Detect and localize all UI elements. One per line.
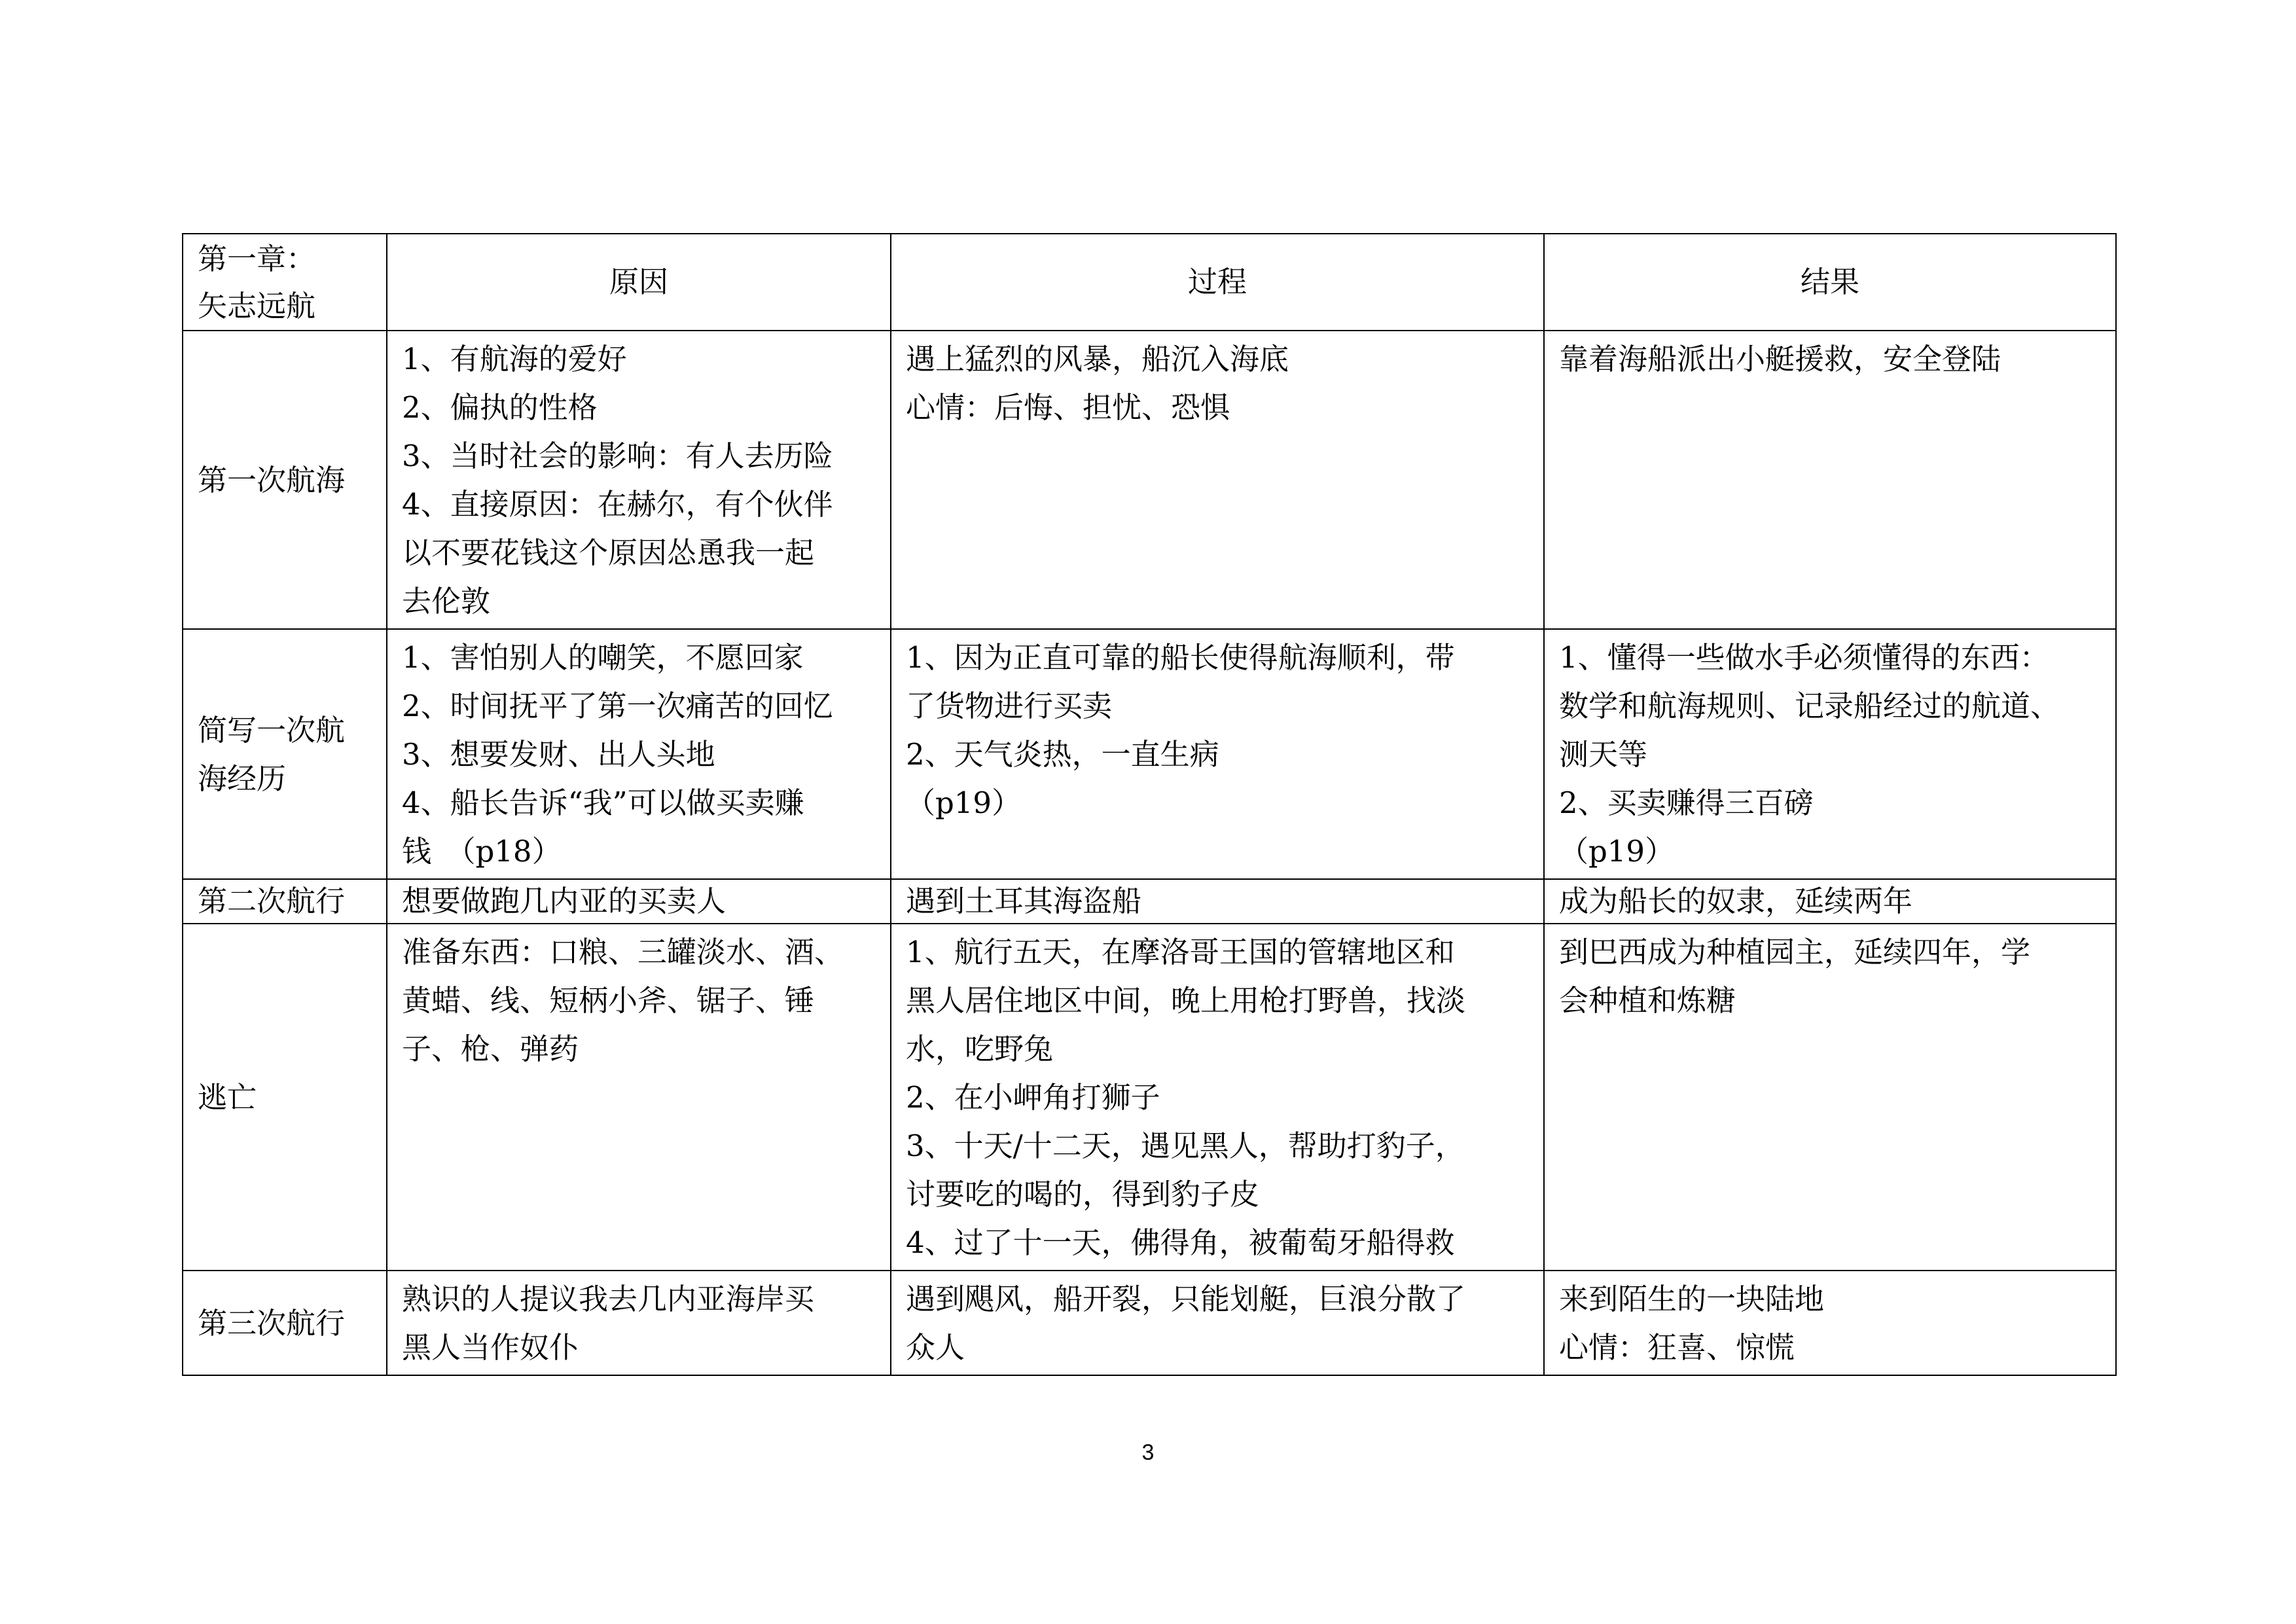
process-line: 遇到飓风，船开裂，只能划艇，巨浪分散了: [906, 1282, 1466, 1316]
table-row: [183, 1271, 2116, 1375]
cause-cell: [387, 331, 891, 629]
result-line: 成为船长的奴隶，延续两年: [1559, 884, 1913, 918]
process-line: 讨要吃的喝的，得到豹子皮: [906, 1177, 1260, 1212]
process-line: 了货物进行买卖: [906, 689, 1113, 723]
result-line: 会种植和炼糖: [1559, 983, 1736, 1018]
result-line: 来到陌生的一块陆地: [1559, 1282, 1825, 1316]
row-label-line: 海经历: [198, 761, 287, 796]
cause-line: 准备东西：口粮、三罐淡水、酒、: [402, 935, 844, 969]
cause-line: 4、船长告诉“我”可以做买卖赚: [402, 785, 804, 820]
process-line: 心情：后悔、担忧、恐惧: [906, 390, 1230, 425]
cause-line: 2、时间抚平了第一次痛苦的回忆: [402, 689, 833, 723]
cause-line: 钱 （p18）: [402, 834, 562, 869]
process-cell: [891, 331, 1544, 629]
process-line: 黑人居住地区中间，晚上用枪打野兽，找淡: [906, 983, 1466, 1018]
row-label-line: 简写一次航: [198, 713, 346, 748]
process-line: （p19）: [906, 785, 1022, 820]
process-line: 众人: [906, 1330, 965, 1365]
process-line: 4、过了十一天，佛得角，被葡萄牙船得救: [906, 1225, 1455, 1260]
row-label: 第三次航行: [183, 1271, 387, 1375]
cause-line: 熟识的人提议我去几内亚海岸买: [402, 1282, 815, 1316]
row-label: [183, 629, 387, 879]
process-cell: [891, 629, 1544, 879]
chapter-title-cell: [183, 234, 387, 331]
result-cell: [1544, 1271, 2116, 1375]
chapter-number: 第一章：: [198, 242, 316, 276]
result-cell: [1544, 879, 2116, 924]
table-row: [183, 629, 2116, 879]
cause-cell: [387, 879, 891, 924]
process-line: 水，吃野兔: [906, 1032, 1054, 1066]
table-row: [183, 331, 2116, 629]
column-header-result: 结果: [1544, 234, 2116, 331]
page-number: 3: [1141, 1440, 1155, 1465]
cause-line: 3、想要发财、出人头地: [402, 737, 715, 772]
cause-line: 子、枪、弹药: [402, 1032, 579, 1066]
chapter-summary-table: [182, 233, 2117, 1376]
cause-line: 1、害怕别人的嘲笑，不愿回家: [402, 640, 804, 675]
row-label: 第二次航行: [183, 879, 387, 924]
process-line: 1、航行五天，在摩洛哥王国的管辖地区和: [906, 935, 1455, 969]
process-cell: [891, 1271, 1544, 1375]
cause-line: 4、直接原因：在赫尔，有个伙伴: [402, 487, 833, 522]
result-line: 测天等: [1559, 737, 1648, 772]
process-line: 2、在小岬角打狮子: [906, 1080, 1160, 1115]
process-line: 遇上猛烈的风暴，船沉入海底: [906, 342, 1289, 376]
result-line: 2、买卖赚得三百磅: [1559, 785, 1814, 820]
cause-line: 3、当时社会的影响：有人去历险: [402, 439, 833, 473]
process-line: 遇到土耳其海盗船: [906, 884, 1142, 918]
result-cell: [1544, 629, 2116, 879]
process-cell: [891, 924, 1544, 1271]
row-label: 逃亡: [183, 924, 387, 1271]
column-header-process: 过程: [891, 234, 1544, 331]
process-line: 3、十天/十二天，遇见黑人，帮助打豹子，: [906, 1128, 1465, 1163]
result-line: 到巴西成为种植园主，延续四年，学: [1559, 935, 2031, 969]
result-cell: [1544, 924, 2116, 1271]
cause-cell: [387, 629, 891, 879]
table-row: [183, 924, 2116, 1271]
result-line: 心情：狂喜、惊慌: [1559, 1330, 1795, 1365]
cause-line: 以不要花钱这个原因怂恿我一起: [402, 535, 815, 570]
cause-line: 黑人当作奴仆: [402, 1330, 579, 1365]
result-line: （p19）: [1559, 834, 1675, 869]
chapter-name: 矢志远航: [198, 289, 316, 323]
cause-cell: [387, 924, 891, 1271]
cause-line: 2、偏执的性格: [402, 390, 598, 425]
row-label: 第一次航海: [183, 331, 387, 629]
cause-line: 去伦敦: [402, 584, 491, 619]
table-header-row: [183, 234, 2116, 331]
result-line: 1、懂得一些做水手必须懂得的东西：: [1559, 640, 2049, 675]
column-header-cause: 原因: [387, 234, 891, 331]
result-line: 数学和航海规则、记录船经过的航道、: [1559, 689, 2060, 723]
result-cell: [1544, 331, 2116, 629]
cause-line: 想要做跑几内亚的买卖人: [402, 884, 726, 918]
process-line: 2、天气炎热，一直生病: [906, 737, 1219, 772]
cause-cell: [387, 1271, 891, 1375]
process-cell: [891, 879, 1544, 924]
table-row: [183, 879, 2116, 924]
process-line: 1、因为正直可靠的船长使得航海顺利，带: [906, 640, 1455, 675]
cause-line: 黄蜡、线、短柄小斧、锯子、锤: [402, 983, 815, 1018]
cause-line: 1、有航海的爱好: [402, 342, 627, 376]
result-line: 靠着海船派出小艇援救，安全登陆: [1559, 342, 2001, 376]
